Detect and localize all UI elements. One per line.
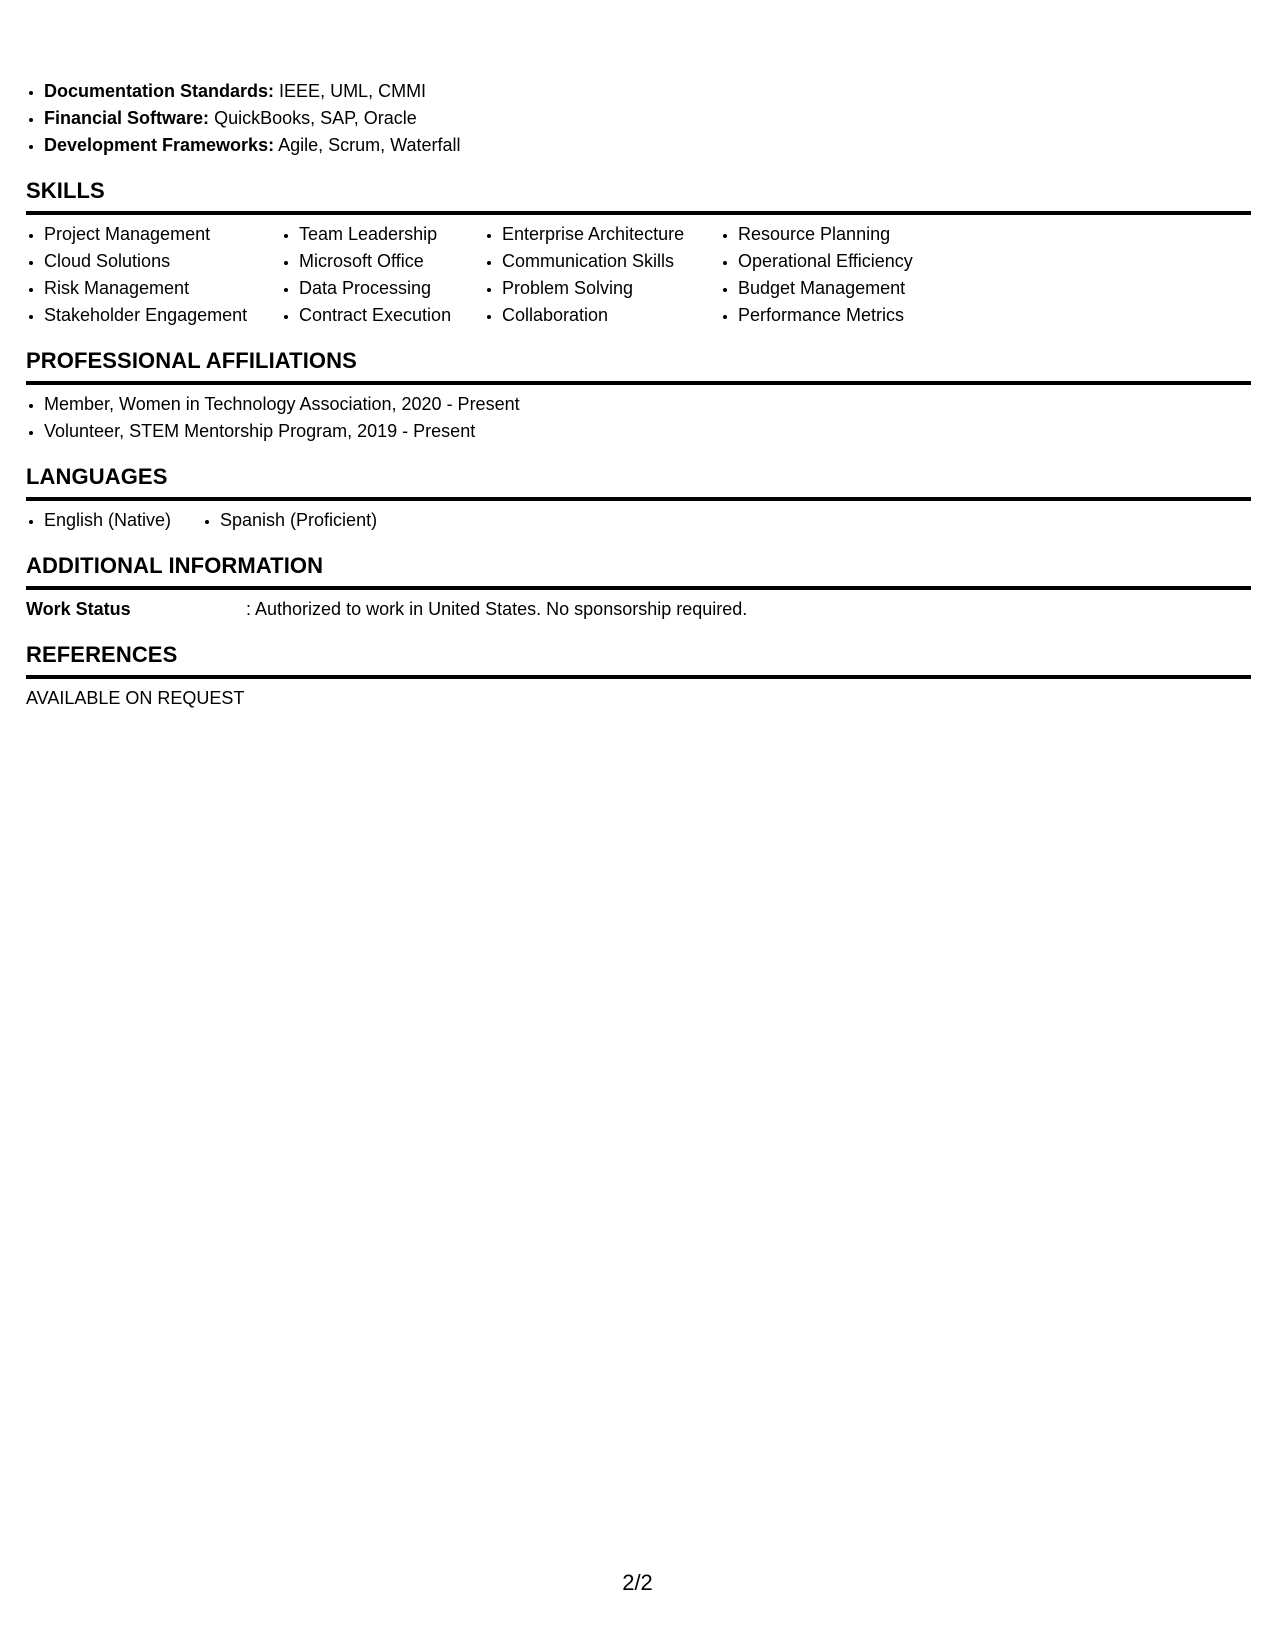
skill-item: • Problem Solving xyxy=(502,275,720,302)
skill-item: • Communication Skills xyxy=(502,248,720,275)
skill-item: • Budget Management xyxy=(738,275,978,302)
tool-label: Financial Software: xyxy=(44,108,210,128)
skill-item: • Cloud Solutions xyxy=(44,248,281,275)
page-number: 2/2 xyxy=(622,1570,653,1595)
list-item xyxy=(44,132,1251,159)
tool-value: IEEE, UML, CMMI xyxy=(279,81,427,101)
skill-item: • Risk Management xyxy=(44,275,281,302)
section-title: ADDITIONAL INFORMATION xyxy=(26,552,1251,590)
section-title: REFERENCES xyxy=(26,641,1251,679)
list-item: • Volunteer, STEM Mentorship Program, 2019 - Present xyxy=(44,418,1251,445)
skill-item: • Contract Execution xyxy=(299,302,484,329)
skills-columns xyxy=(26,221,1251,329)
skill-item: • Stakeholder Engagement xyxy=(44,302,281,329)
skills-column xyxy=(720,221,978,329)
list-item xyxy=(44,105,1251,132)
tool-label: Documentation Standards: xyxy=(44,81,275,101)
skill-item: • Performance Metrics xyxy=(738,302,978,329)
skill-item: • Resource Planning xyxy=(738,221,978,248)
skills-column xyxy=(26,221,281,329)
affiliations-section xyxy=(26,347,1251,445)
tool-value: Agile, Scrum, Waterfall xyxy=(278,135,461,155)
affiliations-list xyxy=(26,391,1251,445)
work-status-label: Work Status xyxy=(26,599,131,619)
section-title: LANGUAGES xyxy=(26,463,1251,501)
skill-item: • Data Processing xyxy=(299,275,484,302)
tool-value: QuickBooks, SAP, Oracle xyxy=(214,108,417,128)
references-text: AVAILABLE ON REQUEST xyxy=(26,688,245,708)
skills-column xyxy=(484,221,720,329)
languages-list xyxy=(26,507,1251,534)
skills-column xyxy=(281,221,484,329)
skill-item: • Collaboration xyxy=(502,302,720,329)
skill-item: • Team Leadership xyxy=(299,221,484,248)
languages-section xyxy=(26,463,1251,534)
skill-item: • Enterprise Architecture xyxy=(502,221,720,248)
work-status-row xyxy=(26,596,1251,623)
languages-column xyxy=(202,507,377,534)
language-item: • English (Native) xyxy=(44,507,202,534)
tool-label: Development Frameworks: xyxy=(44,135,275,155)
additional-info-section xyxy=(26,552,1251,623)
language-item: • Spanish (Proficient) xyxy=(220,507,377,534)
skill-item: • Project Management xyxy=(44,221,281,248)
work-status-value: : Authorized to work in United States. No sponsorship required. xyxy=(246,599,748,619)
list-item xyxy=(44,78,1251,105)
list-item: • Member, Women in Technology Association, 2020 - Present xyxy=(44,391,1251,418)
skills-section xyxy=(26,177,1251,329)
languages-column xyxy=(26,507,202,534)
skill-item: • Microsoft Office xyxy=(299,248,484,275)
references-section xyxy=(26,641,1251,712)
section-title: PROFESSIONAL AFFILIATIONS xyxy=(26,347,1251,385)
section-title: SKILLS xyxy=(26,177,1251,215)
tools-list xyxy=(26,78,1251,159)
resume-content xyxy=(26,78,1251,712)
skill-item: • Operational Efficiency xyxy=(738,248,978,275)
